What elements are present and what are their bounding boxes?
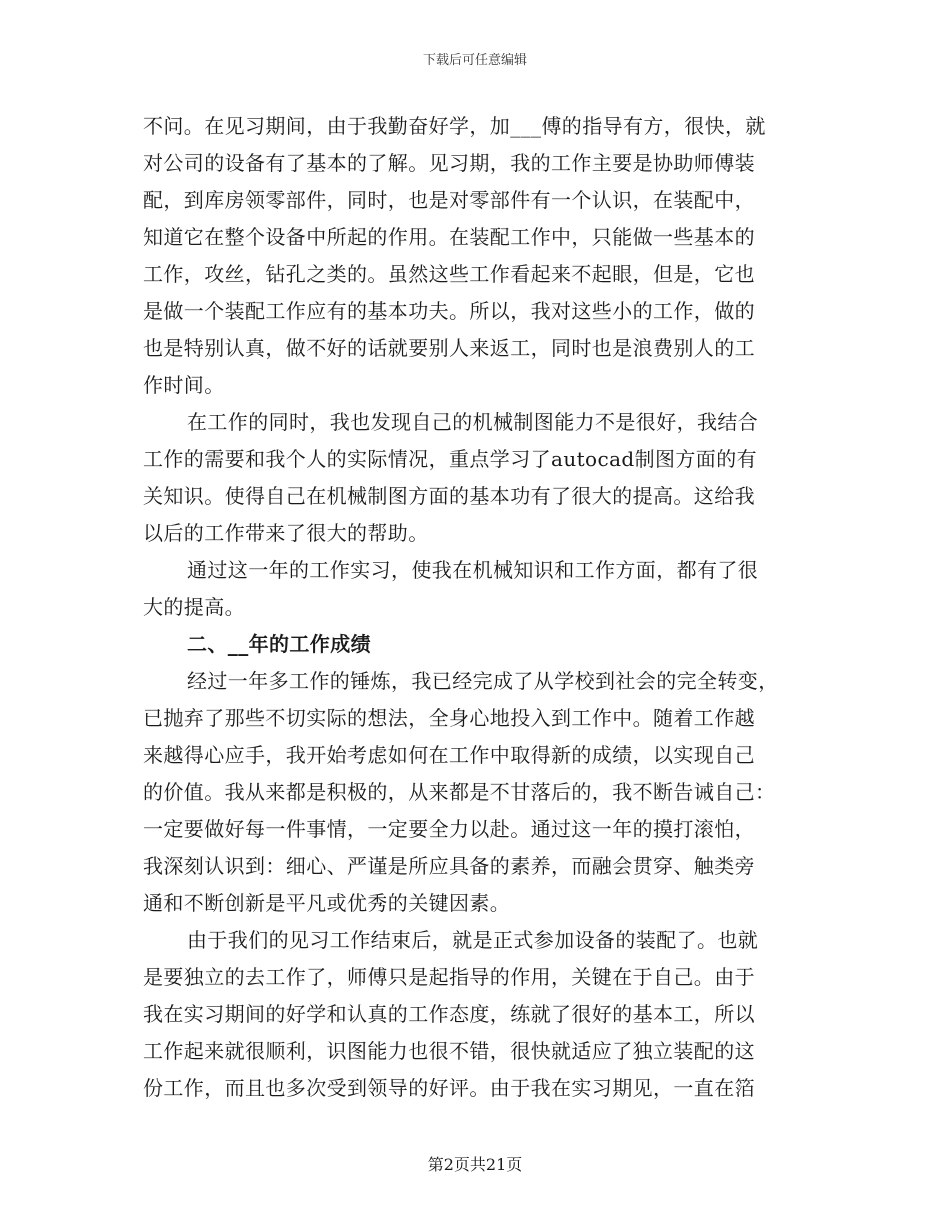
text-line: 配，到库房领零部件，同时，也是对零部件有一个认识，在装配中， [143, 188, 755, 212]
paragraph-start-line: 由于我们的见习工作结束后，就是正式参加设备的装配了。也就 [187, 928, 759, 952]
text-line: 工作，攻丝，钻孔之类的。虽然这些工作看起来不起眼，但是，它也 [143, 262, 755, 286]
text-line: 知道它在整个设备中所起的作用。在装配工作中，只能做一些基本的 [143, 225, 755, 249]
text-line: 的价值。我从来都是积极的，从来都是不甘落后的，我不断告诫自己： [143, 780, 776, 804]
text-line: 工作起来就很顺利，识图能力也很不错，很快就适应了独立装配的这 [143, 1039, 755, 1063]
document-body [143, 108, 805, 1107]
text-line: 对公司的设备有了基本的了解。见习期，我的工作主要是协助师傅装 [143, 151, 755, 175]
text-line: 不问。在见习期间，由于我勤奋好学，加___傅的指导有方，很快，就 [143, 114, 766, 138]
paragraph-start-line: 通过这一年的工作实习，使我在机械知识和工作方面，都有了很 [187, 558, 759, 582]
text-line: 已抛弃了那些不切实际的想法，全身心地投入到工作中。随着工作越 [143, 706, 755, 730]
text-line: 工作的需要和我个人的实际情况，重点学习了autocad制图方面的有 [143, 447, 758, 471]
paragraph-start-line: 在工作的同时，我也发现自己的机械制图能力不是很好，我结合 [187, 410, 759, 434]
text-line: 是做一个装配工作应有的基本功夫。所以，我对这些小的工作，做的 [143, 299, 755, 323]
text-line: 来越得心应手，我开始考虑如何在工作中取得新的成绩，以实现自己 [143, 743, 755, 767]
text-line: 大的提高。 [143, 595, 245, 619]
paragraph-start-line: 经过一年多工作的锤炼，我已经完成了从学校到社会的完全转变， [187, 669, 779, 693]
text-line: 也是特别认真，做不好的话就要别人来返工，同时也是浪费别人的工 [143, 336, 755, 360]
text-line: 一定要做好每一件事情，一定要全力以赴。通过这一年的摸打滚怕， [143, 817, 755, 841]
section-heading: 二、__年的工作成绩 [187, 632, 371, 656]
text-line: 以后的工作带来了很大的帮助。 [143, 521, 429, 545]
page-header: 下载后可任意编辑 [422, 53, 527, 68]
text-line: 我在实习期间的好学和认真的工作态度，练就了很好的基本工，所以 [143, 1002, 755, 1026]
text-line: 通和不断创新是平凡或优秀的关键因素。 [143, 891, 511, 915]
text-line: 作时间。 [143, 373, 225, 397]
text-line: 是要独立的去工作了，师傅只是起指导的作用，关键在于自己。由于 [143, 965, 755, 989]
page-number: 第2页共21页 [427, 1155, 523, 1174]
text-line: 我深刻认识到：细心、严谨是所应具备的素养，而融会贯穿、触类旁 [143, 854, 755, 878]
text-line: 份工作，而且也多次受到领导的好评。由于我在实习期见，一直在箔 [143, 1076, 755, 1100]
text-line: 关知识。使得自己在机械制图方面的基本功有了很大的提高。这给我 [143, 484, 755, 508]
